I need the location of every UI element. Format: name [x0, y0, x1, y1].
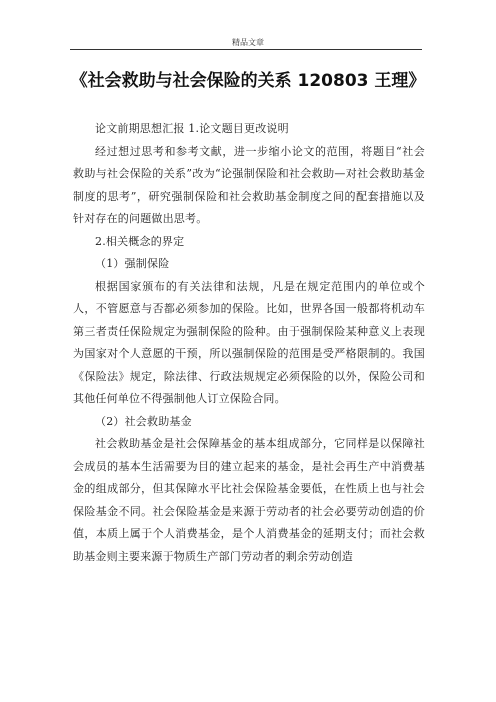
- document-body: [73, 118, 425, 568]
- subheading-compulsory-insurance: （1）强制保险: [95, 257, 170, 270]
- header-divider: [70, 49, 422, 50]
- page-header: 精品文章: [232, 38, 264, 47]
- paragraph-title-change: 经过想过思考和参考文献，进一步缩小论文的范围，将题目“社会救助与社会保险的关系”改为“论强制保险和社会救助—对社会救助基金制度的思考”，研究强制保险和社会救助基金制度之间的配套措施以及针对存在的问题做出思考。: [73, 144, 425, 225]
- subheading-relief-fund: （2）社会救助基金: [95, 414, 192, 428]
- paragraph-compulsory-insurance: 根据国家颁布的有关法律和法规，凡是在规定范围内的单位或个人，不管愿意与否都必须参加的保险。比如，世界各国一般都将机动车第三者责任保险规定为强制保险的险种。由于强制保险某种意义上表现为国家对个人意愿的干预，所以强制保险的范围是受严格限制的。我国《保险法》规定，除法律、行政法规规定必须保险的以外，保险公司和其他任何单位不得强制他人订立保险合同。: [73, 279, 425, 405]
- paragraph-intro: 论文前期思想汇报 1.论文题目更改说明: [95, 122, 289, 135]
- document-title: 《社会救助与社会保险的关系 120803 王理》: [70, 71, 426, 91]
- paragraph-relief-fund: 社会救助基金是社会保障基金的基本组成部分，它同样是以保障社会成员的基本生活需要为目的建立起来的基金，是社会再生产中消费基金的组成部分，但其保障水平比社会保险基金要低，在性质上也与社会保险基金不同。社会保险基金是来源于劳动者的社会必要劳动创造的价值，本质上属于个人消费基金，是个人消费基金的延期支付；而社会救助基金则主要来源于物质生产部门劳动者的剩余劳动创造: [73, 437, 425, 563]
- section-heading-concepts: 2.相关概念的界定: [95, 234, 185, 248]
